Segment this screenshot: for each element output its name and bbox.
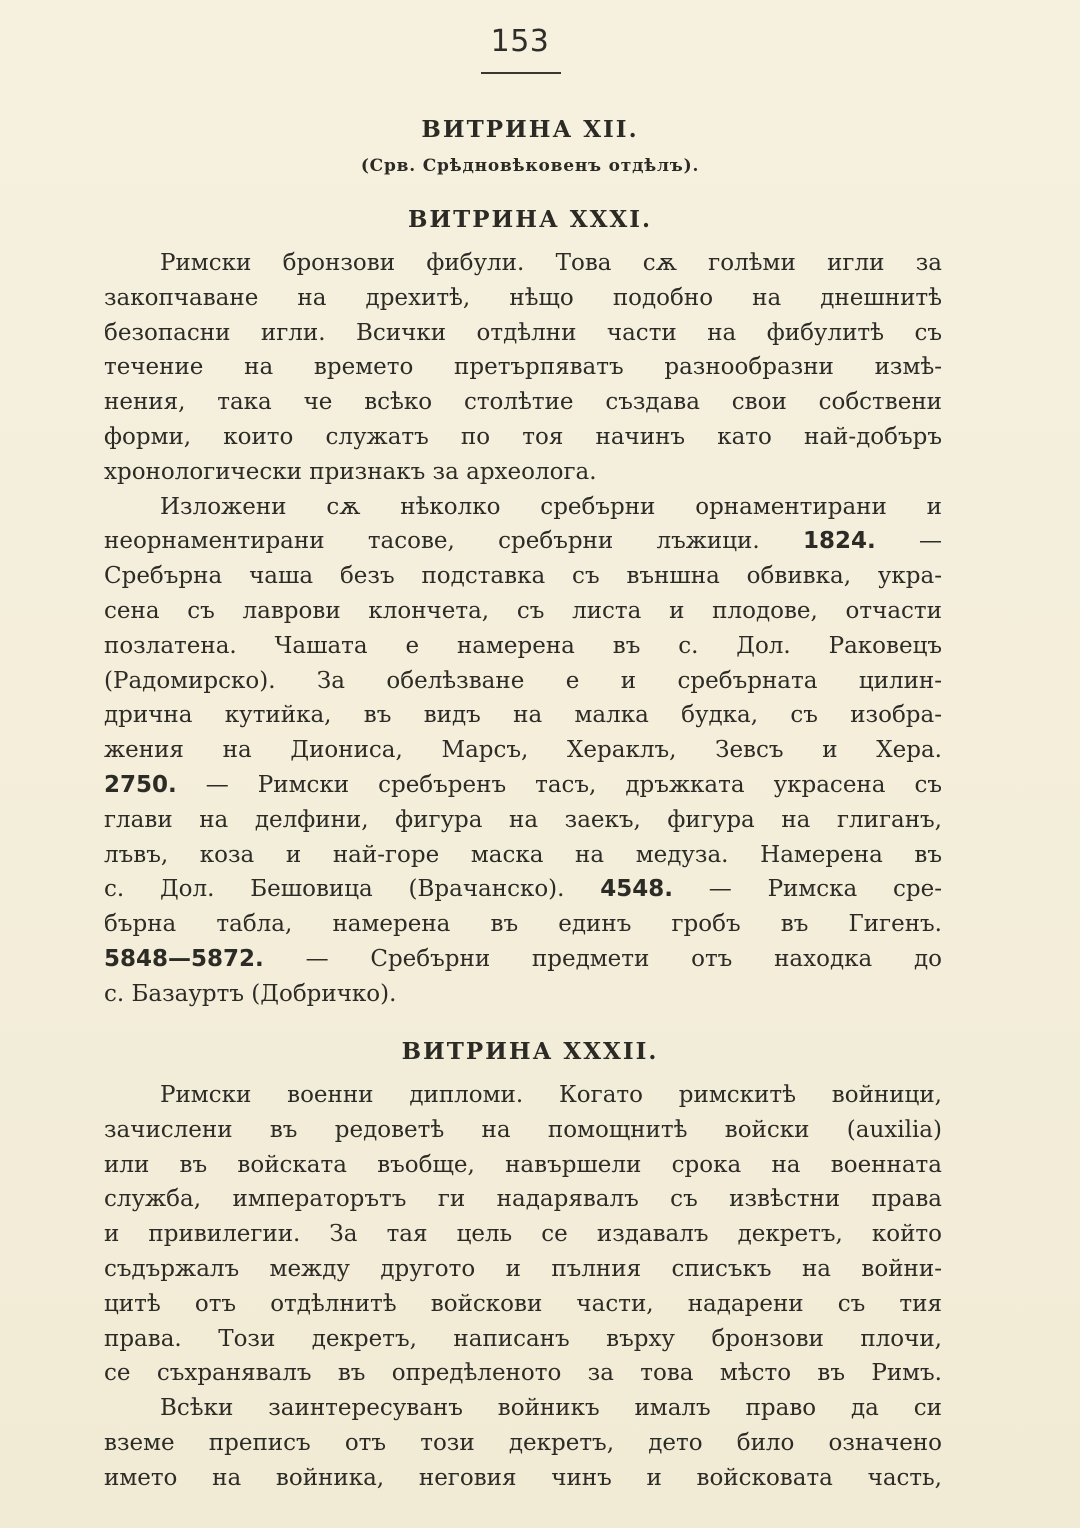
text-line: сена съ лаврови клончета, съ листа и плодове, отчасти	[104, 597, 942, 624]
text-line: жения на Диониса, Марсъ, Хераклъ, Зевсъ и Хера.	[104, 737, 942, 764]
text-line: с. Базауртъ (Добричко).	[104, 980, 397, 1007]
text-line: хронологически признакъ за археолога.	[104, 458, 597, 485]
text-line: лъвъ, коза и най-горе маска на медуза. Намерена въ	[104, 841, 942, 868]
page-number: 153	[490, 24, 550, 59]
text-line: безопасни игли. Всички отдѣлни части на фибулитѣ съ	[104, 319, 942, 346]
section-heading-xii: ВИТРИНА XII.	[421, 116, 639, 143]
text-line	[104, 942, 942, 977]
text-line: или въ войската въобще, навършели срока на военната	[104, 1151, 942, 1178]
text-line: закопчаване на дрехитѣ, нѣщо подобно на днешнитѣ	[104, 284, 942, 311]
text-line: цитѣ отъ отдѣлнитѣ войскови части, надарени съ тия	[104, 1290, 942, 1317]
text-line: права. Този декретъ, написанъ върху бронзови плочи,	[104, 1325, 942, 1352]
text-line: нения, така че всѣко столѣтие създава свои собствени	[104, 389, 942, 416]
section-body-xxxii	[104, 1078, 942, 1496]
inventory-number: 5848—5872.	[104, 945, 264, 972]
text-line: се съхранявалъ въ опредѣленото за това мѣсто въ Римъ.	[104, 1360, 942, 1387]
text-line: течение на времето претърпяватъ разнообразни измѣ-	[104, 354, 942, 381]
text-line: името на войника, неговия чинъ и войсковата часть,	[104, 1464, 942, 1491]
text-fragment: с. Дол. Бешовица (Врачанско).	[104, 876, 565, 903]
text-fragment: — Сребърни предмети отъ находка до	[305, 945, 942, 972]
text-line: дрична кутийка, въ видъ на малка будка, съ изобра-	[104, 702, 942, 729]
text-fragment: — Римски сребъренъ тасъ, дръжката украсена съ	[205, 771, 942, 798]
text-line: Римски военни дипломи. Когато римскитѣ войници,	[160, 1082, 942, 1108]
text-line: глави на делфини, фигура на заекъ, фигура на глиганъ,	[104, 806, 942, 833]
text-line: позлатена. Чашата е намерена въ с. Дол. Раковецъ	[104, 632, 942, 659]
text-fragment: — Римска сре-	[708, 876, 942, 903]
text-line: съдържалъ между другото и пълния списъкъ на войни-	[104, 1255, 942, 1282]
inventory-number: 4548.	[600, 876, 674, 903]
text-fragment: неорнаментирани тасове, сребърни лъжици.	[104, 528, 760, 555]
text-line: Сребърна чаша безъ подставка съ външна обвивка, укра-	[104, 563, 942, 590]
text-line: (Радомирско). За обелѣзване е и сребърната цилин-	[104, 667, 942, 694]
section-subheading-xii: (Срв. Срѣдновѣковенъ отдѣлъ).	[360, 156, 700, 176]
text-line	[104, 524, 942, 559]
text-line: зачислени въ редоветѣ на помощнитѣ войски (auxilia)	[104, 1116, 942, 1143]
text-line: бърна табла, намерена въ единъ гробъ въ Гигенъ.	[104, 911, 942, 938]
text-line: Римски бронзови фибули. Това сѫ голѣми игли за	[160, 250, 942, 276]
section-heading-xxxii: ВИТРИНА XXXII.	[401, 1038, 659, 1065]
text-line: форми, които служатъ по тоя начинъ като най-добъръ	[104, 423, 942, 450]
page-number-rule	[481, 72, 561, 74]
section-heading-xxxi: ВИТРИНА XXXI.	[407, 206, 653, 233]
section-body-xxxi	[104, 246, 942, 1012]
text-line: Изложени сѫ нѣколко сребърни орнаментирани и	[160, 493, 942, 520]
dash: —	[919, 528, 942, 555]
text-line: служба, императорътъ ги надарявалъ съ извѣстни права	[104, 1186, 942, 1213]
inventory-number: 1824.	[802, 528, 876, 555]
text-line: и привилегии. За тая цель се издавалъ декретъ, който	[104, 1221, 942, 1248]
text-line: Всѣки заинтересуванъ войникъ ималъ право да си	[160, 1395, 942, 1422]
text-line	[104, 768, 942, 803]
text-line: вземе преписъ отъ този декретъ, дето било означено	[104, 1429, 942, 1456]
text-line	[104, 872, 942, 907]
inventory-number: 2750.	[104, 771, 177, 798]
